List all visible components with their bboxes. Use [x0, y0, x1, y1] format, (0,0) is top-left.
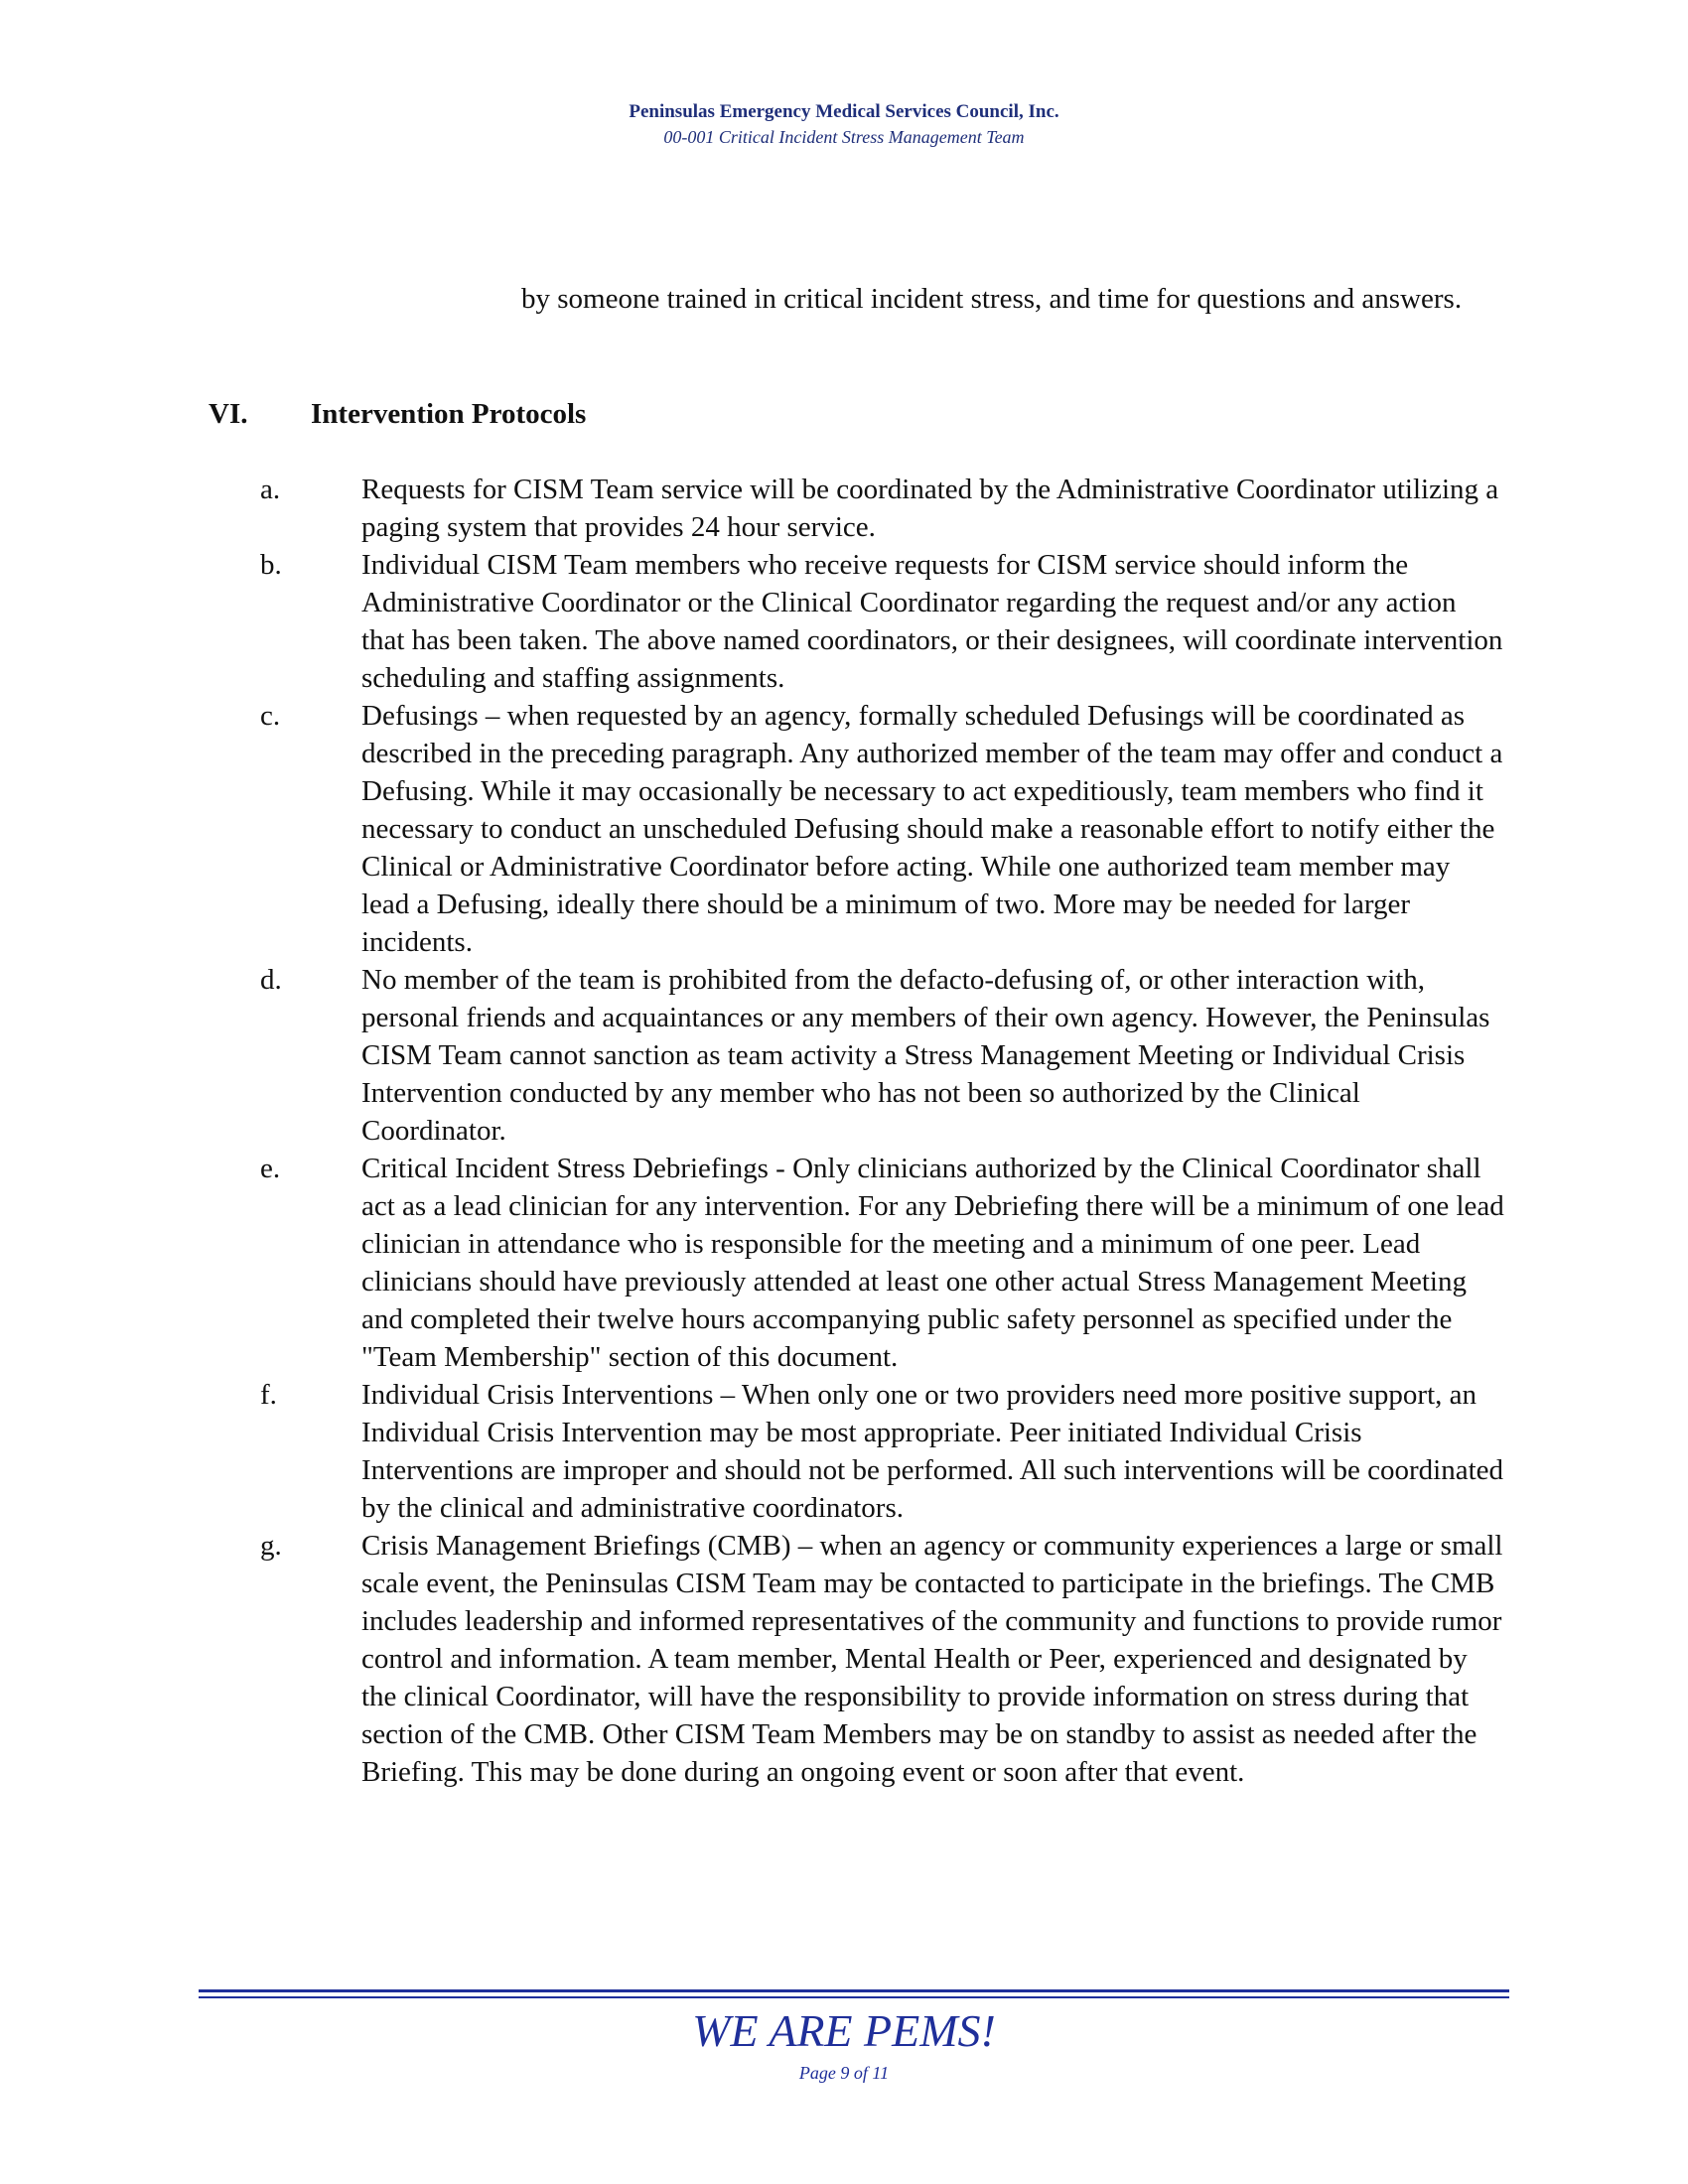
item-letter: f.: [260, 1379, 277, 1411]
item-letter: e.: [260, 1153, 281, 1184]
continuation-paragraph: by someone trained in critical incident stress, and time for questions and answers.: [521, 283, 1463, 315]
item-text: Individual CISM Team members who receive requests for CISM service should inform the Administrative Coordinator or the Clinical Coordinator regarding the request and/or any action that has been taken. The above named coordinators, or their designees, will coordinate intervention scheduling and staffing assignments.: [361, 549, 1503, 694]
header-organization: Peninsulas Emergency Medical Services Council, Inc.: [629, 101, 1059, 122]
header-document-title: 00-001 Critical Incident Stress Management Team: [663, 127, 1025, 147]
list-item-g: [258, 1527, 1504, 1791]
item-text: Defusings – when requested by an agency, formally scheduled Defusings will be coordinated as described in the preceding paragraph. Any authorized member of the team may offer and conduct a Defusing. While it may occasionally be necessary to act expeditiously, team members who find it necessary to conduct an unscheduled Defusing should make a reasonable effort to notify either the Clinical or Administrative Coordinator before acting. While one authorized team member may lead a Defusing, ideally there should be a minimum of two. More may be needed for larger incidents.: [361, 700, 1503, 958]
intervention-protocols-list: [258, 471, 1504, 1791]
item-text: Individual Crisis Interventions – When only one or two providers need more positive support, an Individual Crisis Intervention may be most appropriate. Peer initiated Individual Crisis Interventions are improper and should not be performed. All such interventions will be coordinated by the clinical and administrative coordinators.: [361, 1379, 1504, 1524]
page-number: Page 9 of 11: [798, 2063, 890, 2083]
footer-divider-secondary: [199, 1996, 1509, 1998]
list-item-f: [258, 1376, 1504, 1527]
item-letter: d.: [260, 964, 282, 996]
section-heading: [209, 395, 586, 433]
section-number: VI.: [209, 398, 248, 430]
section-title: Intervention Protocols: [311, 398, 587, 430]
footer-divider: [199, 1989, 1509, 1992]
item-letter: a.: [260, 474, 281, 505]
list-item-c: [258, 697, 1504, 961]
list-item-b: [258, 546, 1504, 697]
list-item-e: [258, 1150, 1504, 1376]
item-text: Critical Incident Stress Debriefings - Only clinicians authorized by the Clinical Coordinator shall act as a lead clinician for any intervention. For any Debriefing there will be a minimum of one lead clinician in attendance who is responsible for the meeting and a minimum of one peer. Lead clinicians should have previously attended at least one other actual Stress Management Meeting and completed their twelve hours accompanying public safety personnel as specified under the "Team Membership" section of this document.: [361, 1153, 1504, 1373]
item-text: No member of the team is prohibited from the defacto-defusing of, or other interaction with, personal friends and acquaintances or any members of their own agency. However, the Peninsulas CISM Team cannot sanction as team activity a Stress Management Meeting or Individual Crisis Intervention conducted by any member who has not been so authorized by the Clinical Coordinator.: [361, 964, 1490, 1147]
list-item-a: [258, 471, 1504, 546]
list-item-d: [258, 961, 1504, 1150]
item-text: Crisis Management Briefings (CMB) – when an agency or community experiences a large or small scale event, the Peninsulas CISM Team may be contacted to participate in the briefings. The CMB includes leadership and informed representatives of the community and functions to provide rumor control and information. A team member, Mental Health or Peer, experienced and designated by the clinical Coordinator, will have the responsibility to provide information on stress during that section of the CMB. Other CISM Team Members may be on standby to assist as needed after the Briefing. This may be done during an ongoing event or soon after that event.: [361, 1530, 1503, 1788]
page-header: [0, 99, 1688, 149]
footer-tagline: WE ARE PEMS!: [692, 2005, 996, 2056]
item-letter: g.: [260, 1530, 282, 1562]
item-letter: c.: [260, 700, 281, 732]
item-text: Requests for CISM Team service will be coordinated by the Administrative Coordinator utilizing a paging system that provides 24 hour service.: [361, 474, 1499, 543]
item-letter: b.: [260, 549, 282, 581]
